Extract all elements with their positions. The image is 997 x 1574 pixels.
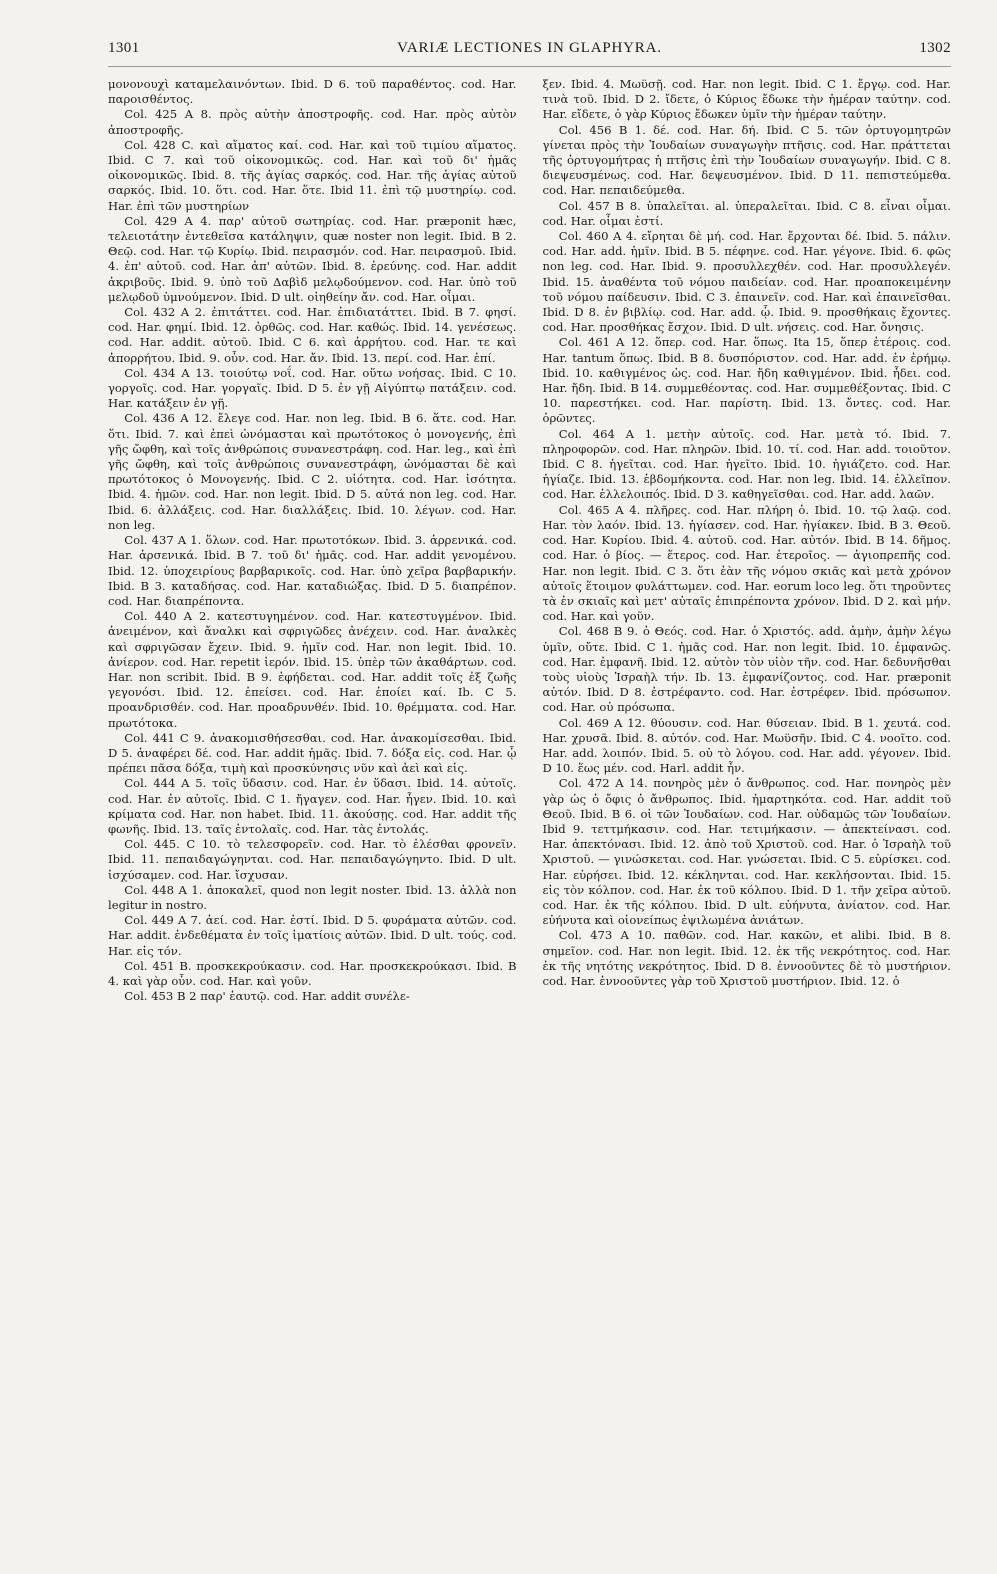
right-page-number: 1302	[919, 40, 951, 56]
apparatus-entry: Col. 451 B. προσκεκρούκασιν. cod. Har. προσκεκρούκασι. Ibid. B 4. καὶ γὰρ οὖν. cod. Har. καὶ γοῦν.	[108, 958, 517, 988]
left-column	[108, 77, 517, 1517]
apparatus-entry: Col. 444 A 5. τοῖς ὕδασιν. cod. Har. ἐν ὕδασι. Ibid. 14. αὐτοῖς. cod. Har. ἐν αὐτοῖς. Ibid. C 1. ἤγαγεν. cod. Har. ἦγεν. Ibid. 10. καὶ κρίματα cod. Har. non habet. Ibid. 11. ἀκούσῃς. cod. Har. addit τῆς φωνῆς. Ibid. 13. ταῖς ἐντολαῖς. cod. Har. τὰς ἐντολάς.	[108, 776, 517, 836]
apparatus-entry: Col. 465 A 4. πλῆρες. cod. Har. πλήρη ὁ. Ibid. 10. τῷ λαῷ. cod. Har. τὸν λαόν. Ibid. 13. ἡγίασεν. cod. Har. ἡγίακεν. Ibid. B 3. Θεοῦ. cod. Har. Κυρίου. Ibid. 4. αὐτοῦ. cod. Har. αὐτόν. Ibid. B 14. δῆμος. cod. Har. ὁ βίος. — ἕτερος. cod. Har. ἑτεροῖος. — ἀγιοπρεπῆς cod. Har. non legit. Ibid. C 3. ὅτι ἐὰν τῆς νόμου σκιᾶς καὶ μετὰ χρόνον αὐτοῖς ἕτοιμον φυλάττωμεν. cod. Har. eorum loco leg. ὅτι τηροῦντες τὰ ἐν σκιαῖς καὶ μετ' αὐταῖς ἐπιπρέποντα χρόνον. Ibid. D 2. καὶ μήν. cod. Har. καὶ γοῦν.	[542, 502, 951, 624]
apparatus-entry: Col. 473 A 10. παθῶν. cod. Har. κακῶν, et alibi. Ibid. B 8. σημεῖον. cod. Har. non legit. Ibid. 12. ἐκ τῆς νεκρότητος. cod. Har. ἐκ τῆς νητότης νεκρότητος. Ibid. D 8. ἐννοοῦντες δὲ τὸ μυστήριον. cod. Har. ἐννοοῦντες γὰρ τοῦ Χριστοῦ μυστήριον. Ibid. 12. ὁ	[542, 928, 951, 988]
running-title: VARIÆ LECTIONES IN GLAPHYRA.	[397, 40, 662, 56]
apparatus-entry: ξεν. Ibid. 4. Μωϋσῇ. cod. Har. non legit. Ibid. C 1. ἔργῳ. cod. Har. τινὰ τοῦ. Ibid. D 2. ἴδετε, ὁ Κύριος ἔδωκε τὴν ἡμέραν ταύτην. cod. Har. εἴδετε, ὁ γὰρ Κύριος ἔδωκεν ὑμῖν τὴν ἡμέραν ταύτην.	[542, 77, 951, 122]
apparatus-entry: Col. 468 B 9. ὁ Θεός. cod. Har. ὁ Χριστός. add. ἀμὴν, ἀμὴν λέγω ὑμῖν, οὔτε. Ibid. C 1. ἡμᾶς cod. Har. non legit. Ibid. 10. ἐμφανῶς. cod. Har. ἐμφανῆ. Ibid. 12. αὐτὸν τὸν υἱὸν τῆν. cod. Har. δεδυνῆσθαι τοὺς υἱοὺς Ἰσραὴλ τήν. Ib. 13. ἐμφανίζοντος. cod. Har. præponit αὐτόν. Ibid. D 8. ἐστρέφαντο. cod. Har. ἐστρέφεν. Ibid. πρόσωπον. cod. Har. οὐ πρόσωπα.	[542, 624, 951, 715]
apparatus-entry: Col. 460 A 4. εἴρηται δὲ μή. cod. Har. ἔρχονται δέ. Ibid. 5. πάλιν. cod. Har. add. ἡμῖν. Ibid. B 5. πέφηνε. cod. Har. γέγονε. Ibid. 6. φῶς non leg. cod. Har. Ibid. 9. προσυλλεχθέν. cod. Har. προσυλλεγέν. Ibid. 15. ἀναθέντα τοῦ νόμου παιδείαν. cod. Har. προαποκειμένην τοῦ νόμου παίδευσιν. Ibid. C 3. ἐπαινεῖν. cod. Har. καὶ ἐπαινεῖσθαι. Ibid. D 8. ἐν βιβλίῳ. cod. Har. add. ᾧ. Ibid. 9. προσθήκαις ἔχοντες. cod. Har. προσθήκας ἔσχον. Ibid. D ult. νήσεις. cod. Har. ὄνησις.	[542, 229, 951, 335]
apparatus-entry: Col. 432 A 2. ἐπιτάττει. cod. Har. ἐπιδιατάττει. Ibid. B 7. φησί. cod. Har. φημί. Ibid. 12. ὀρθῶς. cod. Har. καθώς. Ibid. 14. γενέσεως. cod. Har. addit. αὐτοῦ. Ibid. C 6. καὶ ἀρρήτου. cod. Har. τε καὶ ἀπορρήτου. Ibid. 9. οὖν. cod. Har. ἄν. Ibid. 13. περί. cod. Har. ἐπί.	[108, 305, 517, 365]
text-columns	[108, 77, 951, 1517]
apparatus-entry: Col. 453 B 2 παρ' ἑαυτῷ. cod. Har. addit συνέλε-	[124, 989, 410, 1004]
apparatus-entry: Col. 441 C 9. ἀνακομισθήσεσθαι. cod. Har. ἀνακομίσεσθαι. Ibid. D 5. ἀναφέρει δέ. cod. Har. addit ἡμᾶς. Ibid. 7. δόξα εἰς. cod. Har. ᾧ πρέπει πᾶσα δόξα, τιμὴ καὶ προσκύνησις νῦν καὶ ἀεὶ καὶ εἰς.	[108, 730, 517, 776]
apparatus-entry: Col. 437 A 1. ὅλων. cod. Har. πρωτοτόκων. Ibid. 3. ἀρρενικά. cod. Har. ἀρσενικά. Ibid. B 7. τοῦ δι' ἡμᾶς. cod. Har. addit γενομένου. Ibid. 12. ὑποχειρίους βαρβαρικοῖς. cod. Har. ὑπὸ χεῖρα βαρβαρικήν. Ibid. B 3. καταδήσας. cod. Har. καταδιώξας. Ibid. D 5. διαπρέπον. cod. Har. διαπρέποντα.	[108, 533, 517, 608]
apparatus-entry: Col. 429 A 4. παρ' αὐτοῦ σωτηρίας. cod. Har. præponit hæc, τελειοτάτην ἐντεθεῖσα κατάληψιν, quæ noster non legit. Ibid. B 2. Θεῷ. cod. Har. τῷ Κυρίῳ. Ibid. πειρασμόν. cod. Har. πειρασμοῦ. Ibid. 4. ἐπ' αὐτοῦ. cod. Har. ἀπ' αὐτῶν. Ibid. 8. ἐρεύνης. cod. Har. addit ἀκριβοῦς. Ibid. 9. ὑπὸ τοῦ Δαβὶδ μελῳδούμενον. cod. Har. ὑπὸ τοῦ μελῳδοῦ ὑμνούμενον. Ibid. D ult. οἰηθείην ἄν. cod. Har. οἶμαι.	[108, 213, 517, 304]
apparatus-entry: Col. 440 A 2. κατεστυγημένον. cod. Har. κατεστυγμένον. Ibid. ἀνειμένον, καὶ ἄναλκι καὶ σφριγῶδες ἀνέχειν. cod. Har. ἀναλκὲς καὶ σφριγῶσαν ἔχειν. Ibid. 9. ἡμῖν cod. Har. non legit. Ibid. 10. ἀνίερον. cod. Har. repetit ἱερόν. Ibid. 15. ὑπὲρ τῶν ἀκαθάρτων. cod. Har. non scribit. Ibid. B 9. ἐφήδεται. cod. Har. addit τοῖς ἐξ ζωῆς γεγονόσι. Ibid. 12. ἐπείσει. cod. Har. ἐποίει καί. Ib. C 5. προανδρισθέν. cod. Har. προαδρυνθέν. Ibid. 10. θρέμματα. cod. Har. πρωτότοκα.	[108, 609, 517, 730]
apparatus-entry: Col. 449 A 7. ἀεί. cod. Har. ἐστί. Ibid. D 5. φυράματα αὐτῶν. cod. Har. addit. ἐνδεθέματα ἐν τοῖς ἱματίοις αὐτῶν. Ibid. D ult. τούς. cod. Har. εἰς τόν.	[108, 913, 517, 958]
apparatus-entry: Col. 461 A 12. ὅπερ. cod. Har. ὅπως. Ita 15, ὅπερ ἑτέροις. cod. Har. tantum ὅπως. Ibid. B 8. δυσπόριστον. cod. Har. add. ἐν ἐρήμῳ. Ibid. 10. καθιγμένος ὡς. cod. Har. ἤδη καθιγμένον. Ibid. ἦδει. cod. Har. ἤδη. Ibid. B 14. συμμεθέοντας. cod. Har. συμμεθέξοντας. Ibid. C 10. παρεστήκει. cod. Har. παρίστη. Ibid. 13. ὄντες. cod. Har. ὁρῶντες.	[542, 335, 951, 426]
apparatus-entry: Col. 445. C 10. τὸ τελεσφορεῖν. cod. Har. τὸ ἐλέσθαι φρονεῖν. Ibid. 11. πεπαιδαγώγηνται. cod. Har. πεπαιδαγώγηντο. Ibid. D ult. ἰσχύσαμεν. cod. Har. ἴσχυσαν.	[108, 837, 517, 882]
apparatus-entry: Col. 448 A 1. ἀποκαλεῖ, quod non legit noster. Ibid. 13. ἀλλὰ non legitur in nostro.	[108, 882, 517, 912]
apparatus-entry: Col. 425 A 8. πρὸς αὐτὴν ἀποστροφῆς. cod. Har. πρὸς αὐτὸν ἀποστροφῆς.	[108, 107, 517, 137]
apparatus-entry: Col. 428 C. καὶ αἵματος καί. cod. Har. καὶ τοῦ τιμίου αἵματος. Ibid. C 7. καὶ τοῦ οἰκονομικῶς. cod. Har. καὶ τοῦ δι' ἡμᾶς οἰκονομικῶς. Ibid. 8. τῆς ἁγίας σαρκός. cod. Har. τῆς ἁγίας αὐτοῦ σαρκός. Ibid. 10. ὅτι. cod. Har. ὅτε. Ibid 11. ἐπὶ τῷ μυστηρίῳ. cod. Har. ἐπὶ τῶν μυστηρίων	[108, 137, 517, 213]
right-column	[543, 77, 952, 1517]
left-page-number: 1301	[108, 40, 140, 56]
apparatus-entry: μονονουχὶ καταμελαινόντων. Ibid. D 6. τοῦ παραθέντος. cod. Har. παροισθέντος.	[108, 77, 517, 107]
apparatus-entry: Col. 434 A 13. τοιούτῳ νοΐ. cod. Har. οὕτω νοήσας. Ibid. C 10. γοργοῖς. cod. Har. γοργαῖς. Ibid. D 5. ἐν γῇ Αἰγύπτῳ πατάξειν. cod. Har. κατάξειν ἐν γῇ.	[108, 365, 517, 411]
apparatus-entry: Col. 464 A 1. μετὴν αὐτοῖς. cod. Har. μετὰ τό. Ibid. 7. πληροφορῶν. cod. Har. πληρῶν. Ibid. 10. τί. cod. Har. add. τοιοῦτον. Ibid. C 8. ἡγεῖται. cod. Har. ἡγεῖτο. Ibid. 10. ἡγιάζετο. cod. Har. ἡγίαζε. Ibid. 13. ἑβδομήκοντα. cod. Har. non leg. Ibid. 14. ἐλλεῖπον. cod. Har. ἐλλελοιπός. Ibid. D 3. καθηγεῖσθαι. cod. Har. add. λαῶν.	[542, 426, 951, 502]
running-header	[108, 40, 951, 67]
apparatus-entry: Col. 456 B 1. δέ. cod. Har. δή. Ibid. C 5. τῶν ὀρτυγομητρῶν γίνεται πρὸς τὴν Ἰουδαίων συναγωγὴν πτῆσις. cod. Har. πράττεται τῆς ὀρτυγομήτρας ἡ πτῆσις ἐπὶ τὴν Ἰουδαίων συναγωγήν. Ibid. C 8. διεψευσμένως. cod. Har. δεψευσμένον. Ibid. D 11. πεπιστεύμεθα. cod. Har. πεπαιδεύμεθα.	[542, 122, 951, 198]
apparatus-entry: Col. 457 B 8. ὑπαλεῖται. al. ὑπεραλεῖται. Ibid. C 8. εἶναι οἶμαι. cod. Har. οἶμαι ἐστί.	[542, 198, 951, 228]
apparatus-entry: Col. 436 A 12. ἔλεγε cod. Har. non leg. Ibid. B 6. ἅτε. cod. Har. ὅτι. Ibid. 7. καὶ ἐπεὶ ὠνόμασται καὶ πρωτότοκος ὁ μονογενής, ἐπὶ γῆς ὤφθη, καὶ τοῖς ἀνθρώποις συνανεστράφη. cod. Har. leg., καὶ ἐπὶ γῆς ὤφθη, καὶ τοῖς ἀνθρώποις συνανεστράφη, ὠνόμασται δὲ καὶ πρωτότοκος ὁ Μονογενής. Ibid. C 2. υἱότητα. cod. Har. ἰσότητα. Ibid. 4. ἡμῶν. cod. Har. non legit. Ibid. D 5. αὐτά non leg. cod. Har. Ibid. 6. ἀλλάξεις. cod. Har. διαλλάξεις. Ibid. 10. λέγων. cod. Har. non leg.	[108, 411, 517, 532]
apparatus-entry: Col. 469 A 12. θύουσιν. cod. Har. θύσειαν. Ibid. B 1. χευτά. cod. Har. χρυσᾶ. Ibid. 8. αὐτόν. cod. Har. Μωϋσῆν. Ibid. C 4. νοοῖτο. cod. Har. add. λοιπόν. Ibid. 5. οὐ τὸ λόγου. cod. Har. add. γέγονεν. Ibid. D 10. ἕως μέν. cod. Harl. addit ἦν.	[542, 715, 951, 776]
apparatus-entry: Col. 472 A 14. πονηρὸς μὲν ὁ ἄνθρωπος. cod. Har. πονηρὸς μὲν γὰρ ὡς ὁ ὄφις ὁ ἄνθρωπος. Ibid. ἡμαρτηκότα. cod. Har. addit τοῦ Θεοῦ. Ibid. B 6. οἱ τῶν Ἰουδαίων. cod. Har. οὐδαμῶς τῶν Ἰουδαίων. Ibid 9. τεττμήκασιν. cod. Har. τετιμήκασιν. — ἀπεκτείνασι. cod. Har. ἀπεκτόνασι. Ibid. 12. ἀπὸ τοῦ Χριστοῦ. cod. Har. ὁ Ἰσραὴλ τοῦ Χριστοῦ. — γινώσκεται. cod. Har. γνώσεται. Ibid. C 5. εὑρίσκει. cod. Har. εὑρήσει. Ibid. 12. κέκληνται. cod. Har. κεκλήσονται. Ibid. 15. εἰς τὸν κόλπον. cod. Har. ἐκ τοῦ κόλπου. Ibid. D 1. τῆν χεῖρα αὐτοῦ. cod. Har. ἐκ τῆς κόλπου. Ibid. D ult. εὐήνυτα, ἀνίατον. cod. Har. εὐήνυτα καὶ οἰονείπως ἐψιλωμένα ἀνιάτων.	[542, 776, 951, 928]
